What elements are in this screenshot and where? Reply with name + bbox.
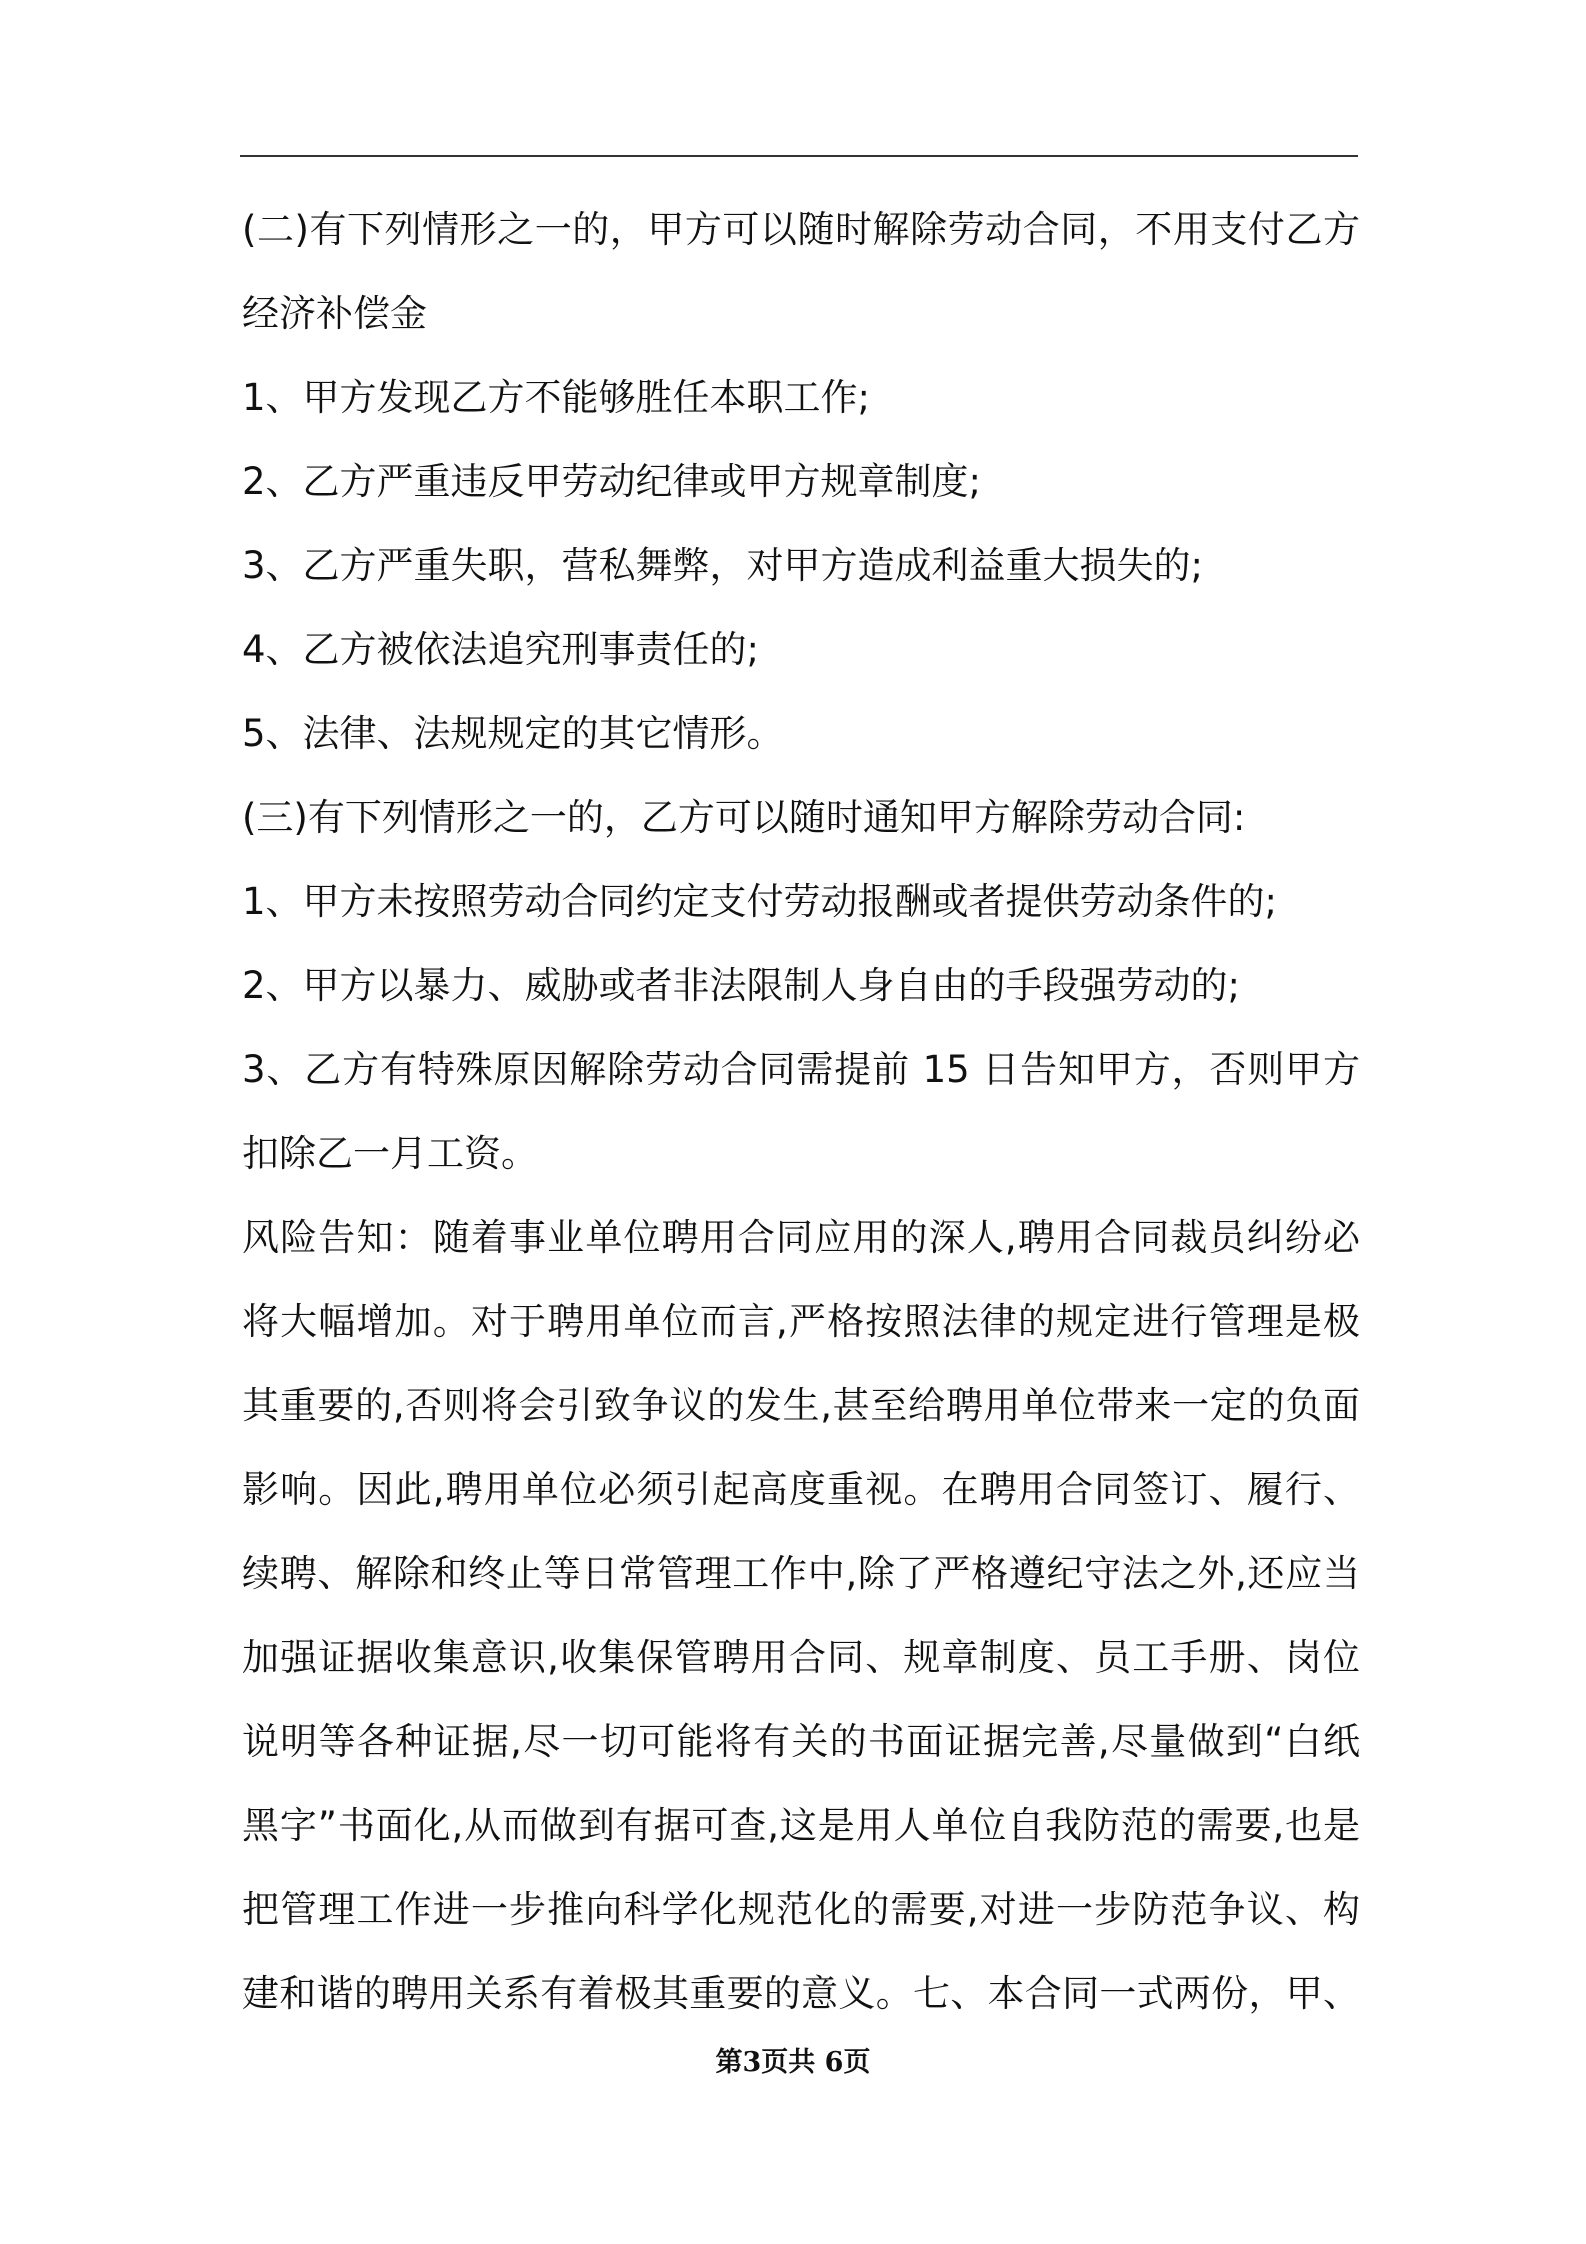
paragraph-line: 2、乙方严重违反甲劳动纪律或甲方规章制度; — [242, 460, 982, 503]
paragraph-line: 3、乙方有特殊原因解除劳动合同需提前 15 日告知甲方，否则甲方 — [242, 1048, 1360, 1091]
paragraph-line: 5、法律、法规规定的其它情形。 — [242, 712, 784, 755]
paragraph-line: (二)有下列情形之一的，甲方可以随时解除劳动合同，不用支付乙方 — [242, 208, 1360, 251]
paragraph-line: 风险告知：随着事业单位聘用合同应用的深人,聘用合同裁员纠纷必 — [242, 1216, 1360, 1259]
paragraph-line: 扣除乙一月工资。 — [242, 1132, 538, 1175]
paragraph-line: 加强证据收集意识,收集保管聘用合同、规章制度、员工手册、岗位 — [242, 1636, 1360, 1679]
paragraph-line: 将大幅增加。对于聘用单位而言,严格按照法律的规定进行管理是极 — [242, 1300, 1360, 1343]
paragraph-line: 3、乙方严重失职，营私舞弊，对甲方造成利益重大损失的; — [242, 544, 1204, 587]
paragraph-line: 说明等各种证据,尽一切可能将有关的书面证据完善,尽量做到“白纸 — [242, 1720, 1360, 1763]
paragraph-line: (三)有下列情形之一的，乙方可以随时通知甲方解除劳动合同: — [242, 796, 1246, 839]
paragraph-line: 经济补偿金 — [242, 292, 427, 335]
header-rule — [240, 155, 1358, 157]
document-body — [242, 188, 1360, 2036]
paragraph-line: 把管理工作进一步推向科学化规范化的需要,对进一步防范争议、构 — [242, 1888, 1360, 1931]
page-number-footer: 第3页共 6页 — [715, 2047, 871, 2078]
paragraph-line: 1、甲方未按照劳动合同约定支付劳动报酬或者提供劳动条件的; — [242, 880, 1278, 923]
paragraph-line: 建和谐的聘用关系有着极其重要的意义。七、本合同一式两份，甲、 — [242, 1972, 1360, 2015]
paragraph-line: 续聘、解除和终止等日常管理工作中,除了严格遵纪守法之外,还应当 — [242, 1552, 1360, 1595]
paragraph-line: 黑字”书面化,从而做到有据可查,这是用人单位自我防范的需要,也是 — [242, 1804, 1360, 1847]
paragraph-line: 2、甲方以暴力、威胁或者非法限制人身自由的手段强劳动的; — [242, 964, 1241, 1007]
paragraph-line: 影响。因此,聘用单位必须引起高度重视。在聘用合同签订、履行、 — [242, 1468, 1360, 1511]
paragraph-line: 其重要的,否则将会引致争议的发生,甚至给聘用单位带来一定的负面 — [242, 1384, 1360, 1427]
paragraph-line: 4、乙方被依法追究刑事责任的; — [242, 628, 760, 671]
paragraph-line: 1、甲方发现乙方不能够胜任本职工作; — [242, 376, 871, 419]
